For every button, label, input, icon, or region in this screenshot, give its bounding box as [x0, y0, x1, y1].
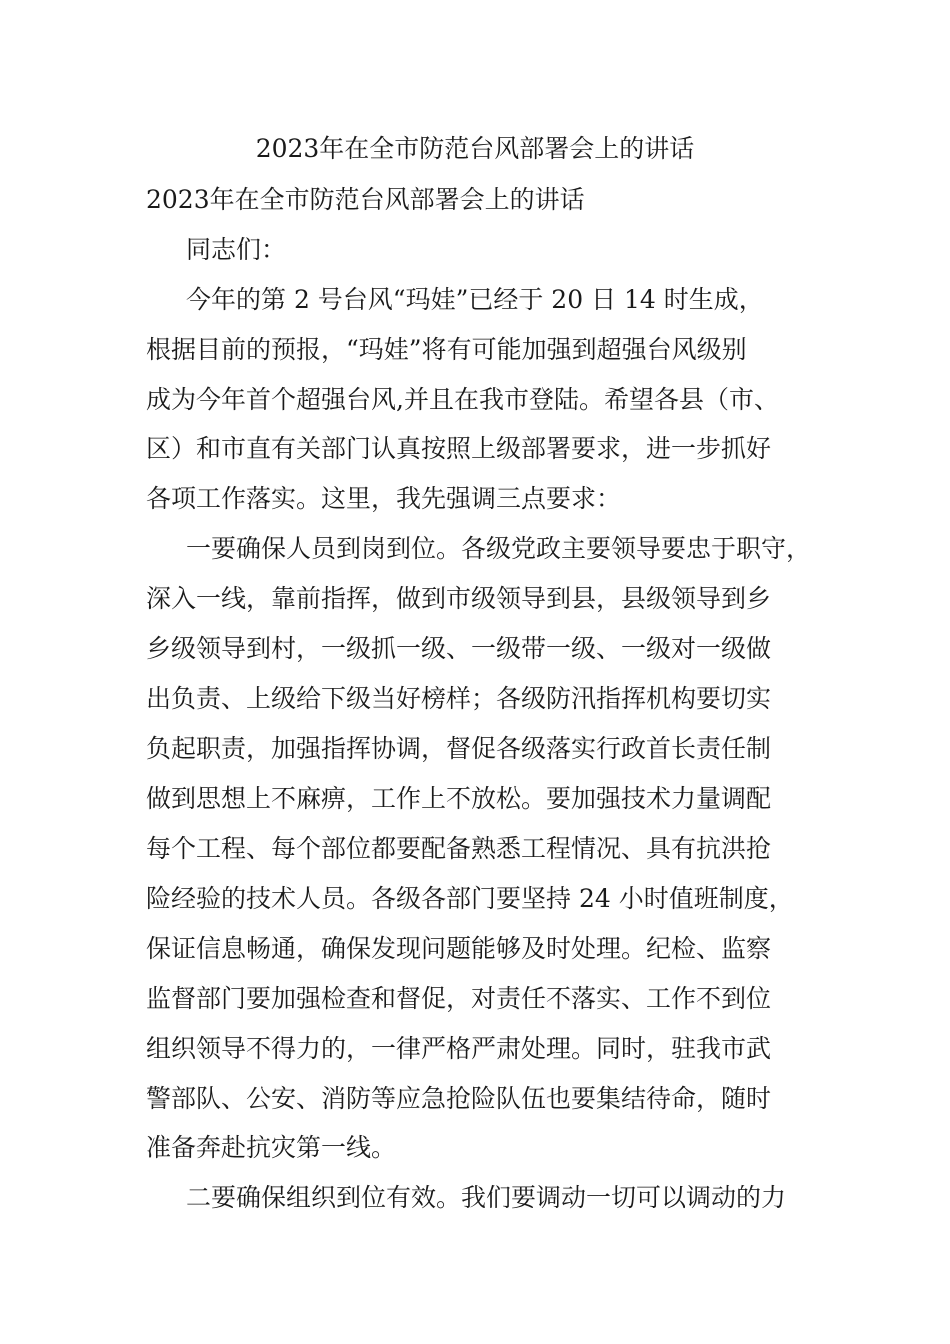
paragraph-line: 做到思想上不麻痹，工作上不放松。要加强技术力量调配	[146, 784, 772, 813]
paragraph-line: 成为今年首个超强台风,并且在我市登陆。希望各县（市、	[146, 385, 779, 414]
paragraph-line: 二要确保组织到位有效。我们要调动一切可以调动的力	[186, 1183, 787, 1212]
paragraph-line: 准备奔赴抗灾第一线。	[146, 1133, 397, 1162]
salutation: 同志们：	[186, 235, 287, 264]
paragraph-line: 监督部门要加强检查和督促，对责任不落实、工作不到位	[146, 984, 772, 1013]
paragraph-line: 负起职责，加强指挥协调，督促各级落实行政首长责任制	[146, 734, 772, 763]
paragraph-line: 一要确保人员到岗到位。各级党政主要领导要忠于职守，	[186, 534, 812, 563]
paragraph-line: 组织领导不得力的，一律严格严肃处理。同时，驻我市武	[146, 1034, 772, 1063]
paragraph-line: 区）和市直有关部门认真按照上级部署要求，进一步抓好	[146, 434, 772, 463]
paragraph-line: 今年的第 2 号台风“玛娃”已经于 20 日 14 时生成，	[186, 285, 764, 314]
paragraph-line: 出负责、上级给下级当好榜样；各级防汛指挥机构要切实	[146, 684, 772, 713]
paragraph-line: 深入一线，靠前指挥，做到市级领导到县，县级领导到乡	[146, 584, 772, 613]
document-title: 2023年在全市防范台风部署会上的讲话	[255, 134, 695, 163]
paragraph-line: 乡级领导到村，一级抓一级、一级带一级、一级对一级做	[146, 634, 772, 663]
paragraph-line: 警部队、公安、消防等应急抢险队伍也要集结待命，随时	[146, 1084, 772, 1113]
document-subtitle: 2023年在全市防范台风部署会上的讲话	[146, 185, 585, 214]
paragraph-line: 保证信息畅通，确保发现问题能够及时处理。纪检、监察	[146, 934, 772, 963]
paragraph-line: 每个工程、每个部位都要配备熟悉工程情况、具有抗洪抢	[146, 834, 772, 863]
paragraph-line: 各项工作落实。这里，我先强调三点要求：	[146, 484, 622, 513]
paragraph-line: 根据目前的预报，“玛娃”将有可能加强到超强台风级别	[146, 335, 747, 364]
paragraph-line: 险经验的技术人员。各级各部门要坚持 24 小时值班制度，	[146, 884, 794, 913]
